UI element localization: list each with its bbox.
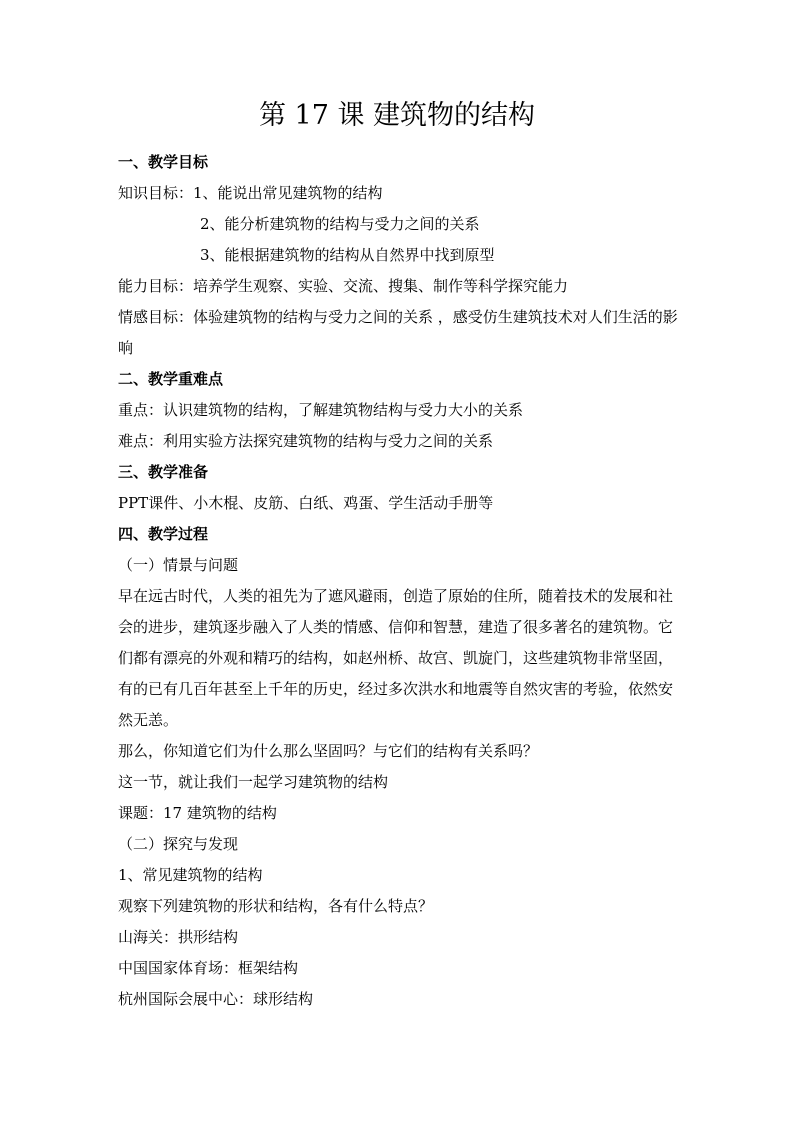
section-heading-key-points: 二、教学重难点 <box>118 370 224 388</box>
knowledge-goal-1: 知识目标：1、能说出常见建筑物的结构 <box>118 184 383 202</box>
example-national-stadium: 中国国家体育场：框架结构 <box>118 959 299 977</box>
preparation-list: PPT课件、小木棍、皮筋、白纸、鸡蛋、学生活动手册等 <box>118 494 494 512</box>
section-heading-objectives: 一、教学目标 <box>118 153 209 171</box>
lesson-topic: 课题：17 建筑物的结构 <box>118 804 277 822</box>
ability-goal: 能力目标：培养学生观察、实验、交流、搜集、制作等科学探究能力 <box>118 277 569 295</box>
observe-prompt: 观察下列建筑物的形状和结构，各有什么特点？ <box>118 897 434 915</box>
subsection-scenario: （一）情景与问题 <box>118 556 239 574</box>
difficult-point: 难点：利用实验方法探究建筑物的结构与受力之间的关系 <box>118 432 494 450</box>
document-body <box>118 147 683 1015</box>
explore-item-1: 1、常见建筑物的结构 <box>118 866 263 884</box>
example-shanhaiguan: 山海关：拱形结构 <box>118 928 239 946</box>
example-hangzhou-expo: 杭州国际会展中心：球形结构 <box>118 990 314 1008</box>
section-heading-process: 四、教学过程 <box>118 525 209 543</box>
knowledge-goal-2: 2、能分析建筑物的结构与受力之间的关系 <box>200 215 480 233</box>
subsection-explore: （二）探究与发现 <box>118 835 239 853</box>
scenario-paragraph: 早在远古时代，人类的祖先为了遮风避雨，创造了原始的住所，随着技术的发展和社会的进步，建筑逐步融入了人类的情感、信仰和智慧，建造了很多著名的建筑物。它们都有漂亮的外观和精巧的结构，如赵州桥、故宫、凯旋门，这些建筑物非常坚固，有的已有几百年甚至上千年的历史，经过多次洪水和地震等自然灾害的考验，依然安然无恙。 <box>118 587 674 729</box>
emotion-goal: 情感目标：体验建筑物的结构与受力之间的关系 ，感受仿生建筑技术对人们生活的影响 <box>118 308 678 357</box>
key-point: 重点：认识建筑物的结构，了解建筑物结构与受力大小的关系 <box>118 401 524 419</box>
knowledge-goal-3: 3、能根据建筑物的结构从自然界中找到原型 <box>200 246 495 264</box>
lesson-title: 第 17 课 建筑物的结构 <box>258 100 536 131</box>
scenario-question: 那么，你知道它们为什么那么坚固吗？与它们的结构有关系吗？ <box>118 742 539 760</box>
section-heading-preparation: 三、教学准备 <box>118 463 209 481</box>
lesson-intro: 这一节，就让我们一起学习建筑物的结构 <box>118 773 389 791</box>
